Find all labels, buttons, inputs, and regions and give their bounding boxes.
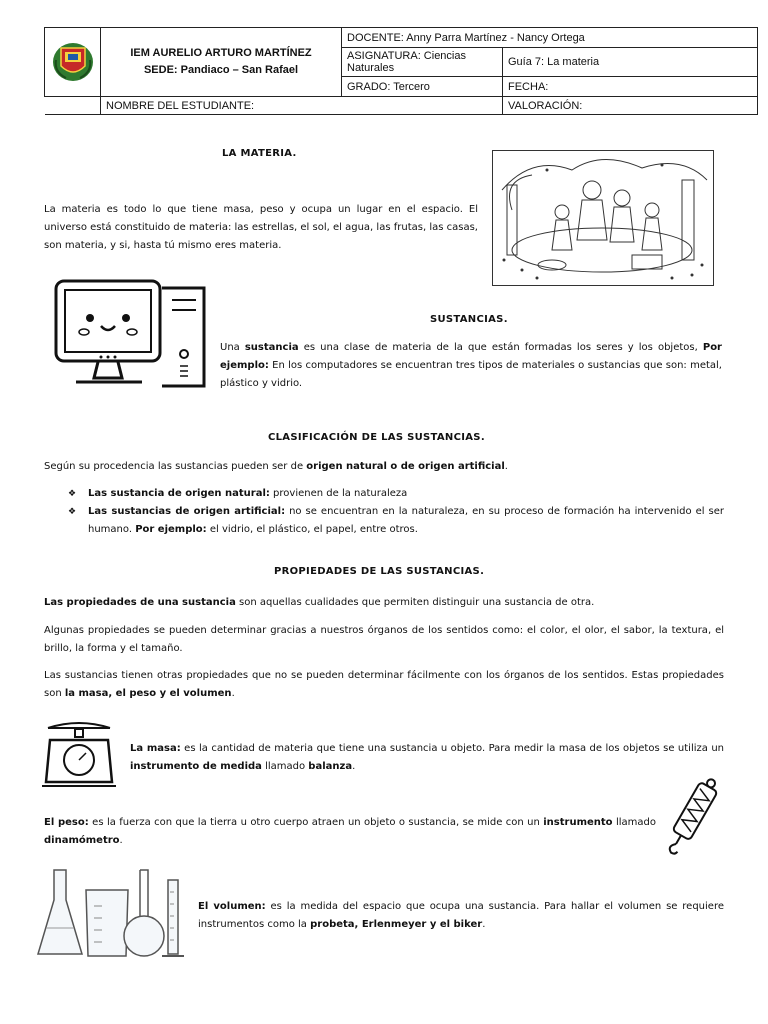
propiedades-title: PROPIEDADES DE LAS SUSTANCIAS. (274, 566, 485, 577)
valuation-cell: VALORACIÓN: (503, 97, 758, 115)
guide-cell: Guía 7: La materia (503, 48, 758, 77)
materia-paragraph: La materia es todo lo que tiene masa, peso y ocupa un lugar en el espacio. El universo está constituido de materia: las estrellas, el sol, el agua, las frutas, las casas, son materia, y si, hasta tú mismo eres materia. (44, 204, 478, 251)
lab-glassware-illustration (36, 866, 188, 962)
list-item: ❖ Las sustancias de origen artificial: no se encuentran en la naturaleza, en su proceso de formación ha intervenido el ser humano. Por ejemplo: el vidrio, el plástico, el papel, entre otros. (44, 503, 724, 539)
materia-title: LA MATERIA. (222, 148, 297, 159)
teacher-cell: DOCENTE: Anny Parra Martínez - Nancy Ortega (342, 28, 758, 48)
computer-illustration (54, 278, 210, 390)
kitchen-scale-illustration (40, 718, 118, 792)
school-crest-icon (50, 38, 96, 84)
propiedades-paragraph-2: Algunas propiedades se pueden determinar gracias a nuestros órganos de los sentidos como: el color, el olor, el sabor, la textura, el brillo, la forma y el tamaño. (44, 625, 724, 654)
masa-paragraph: La masa: es la cantidad de materia que tiene una sustancia u objeto. Para medir la masa de los objetos se utiliza un instrumento de medida llamado balanza. (130, 743, 724, 772)
header-table (44, 27, 758, 115)
clasificacion-paragraph: Según su procedencia las sustancias pueden ser de origen natural o de origen artificial. (44, 461, 508, 472)
campus-name: SEDE: Pandiaco – San Rafael (143, 64, 299, 76)
student-name-cell: NOMBRE DEL ESTUDIANTE: (101, 97, 503, 115)
school-logo-cell (45, 28, 101, 97)
propiedades-paragraph-3: Las sustancias tienen otras propiedades que no se pueden determinar fácilmente con los órganos de los sentidos. Estas propiedades son la masa, el peso y el volumen. (44, 670, 724, 699)
list-item: ❖ Las sustancia de origen natural: provienen de la naturaleza (44, 485, 724, 503)
grade-cell: GRADO: Tercero (342, 77, 503, 97)
clasificacion-list (44, 485, 724, 539)
school-name: IEM AURELIO ARTURO MARTÍNEZ (130, 47, 312, 59)
school-info-cell (101, 28, 342, 97)
sustancias-paragraph: Una sustancia es una clase de materia de la que están formadas los seres y los objetos, Por ejemplo: En los computadores se encuentran tres tipos de materiales o sustancias que son: metal, plástico y vidrio. (220, 342, 722, 389)
diamond-bullet-icon: ❖ (68, 489, 77, 499)
subject-cell: ASIGNATURA: Ciencias Naturales (342, 48, 503, 77)
clasificacion-title: CLASIFICACIÓN DE LAS SUSTANCIAS. (268, 432, 485, 443)
diamond-bullet-icon: ❖ (68, 507, 77, 517)
sustancias-title: SUSTANCIAS. (430, 314, 508, 325)
volumen-paragraph: El volumen: es la medida del espacio que ocupa una sustancia. Para hallar el volumen se requiere instrumentos como la probeta, Erlenmeyer y el biker. (198, 901, 724, 930)
family-picnic-illustration (492, 150, 714, 286)
peso-paragraph: El peso: es la fuerza con que la tierra u otro cuerpo atraen un objeto o sustancia, se mide con un instrumento llamado dinamómetro. (44, 817, 656, 846)
dynamometer-illustration (660, 772, 722, 864)
date-cell: FECHA: (503, 77, 758, 97)
propiedades-paragraph-1: Las propiedades de una sustancia son aquellas cualidades que permiten distinguir una sustancia de otra. (44, 597, 595, 608)
